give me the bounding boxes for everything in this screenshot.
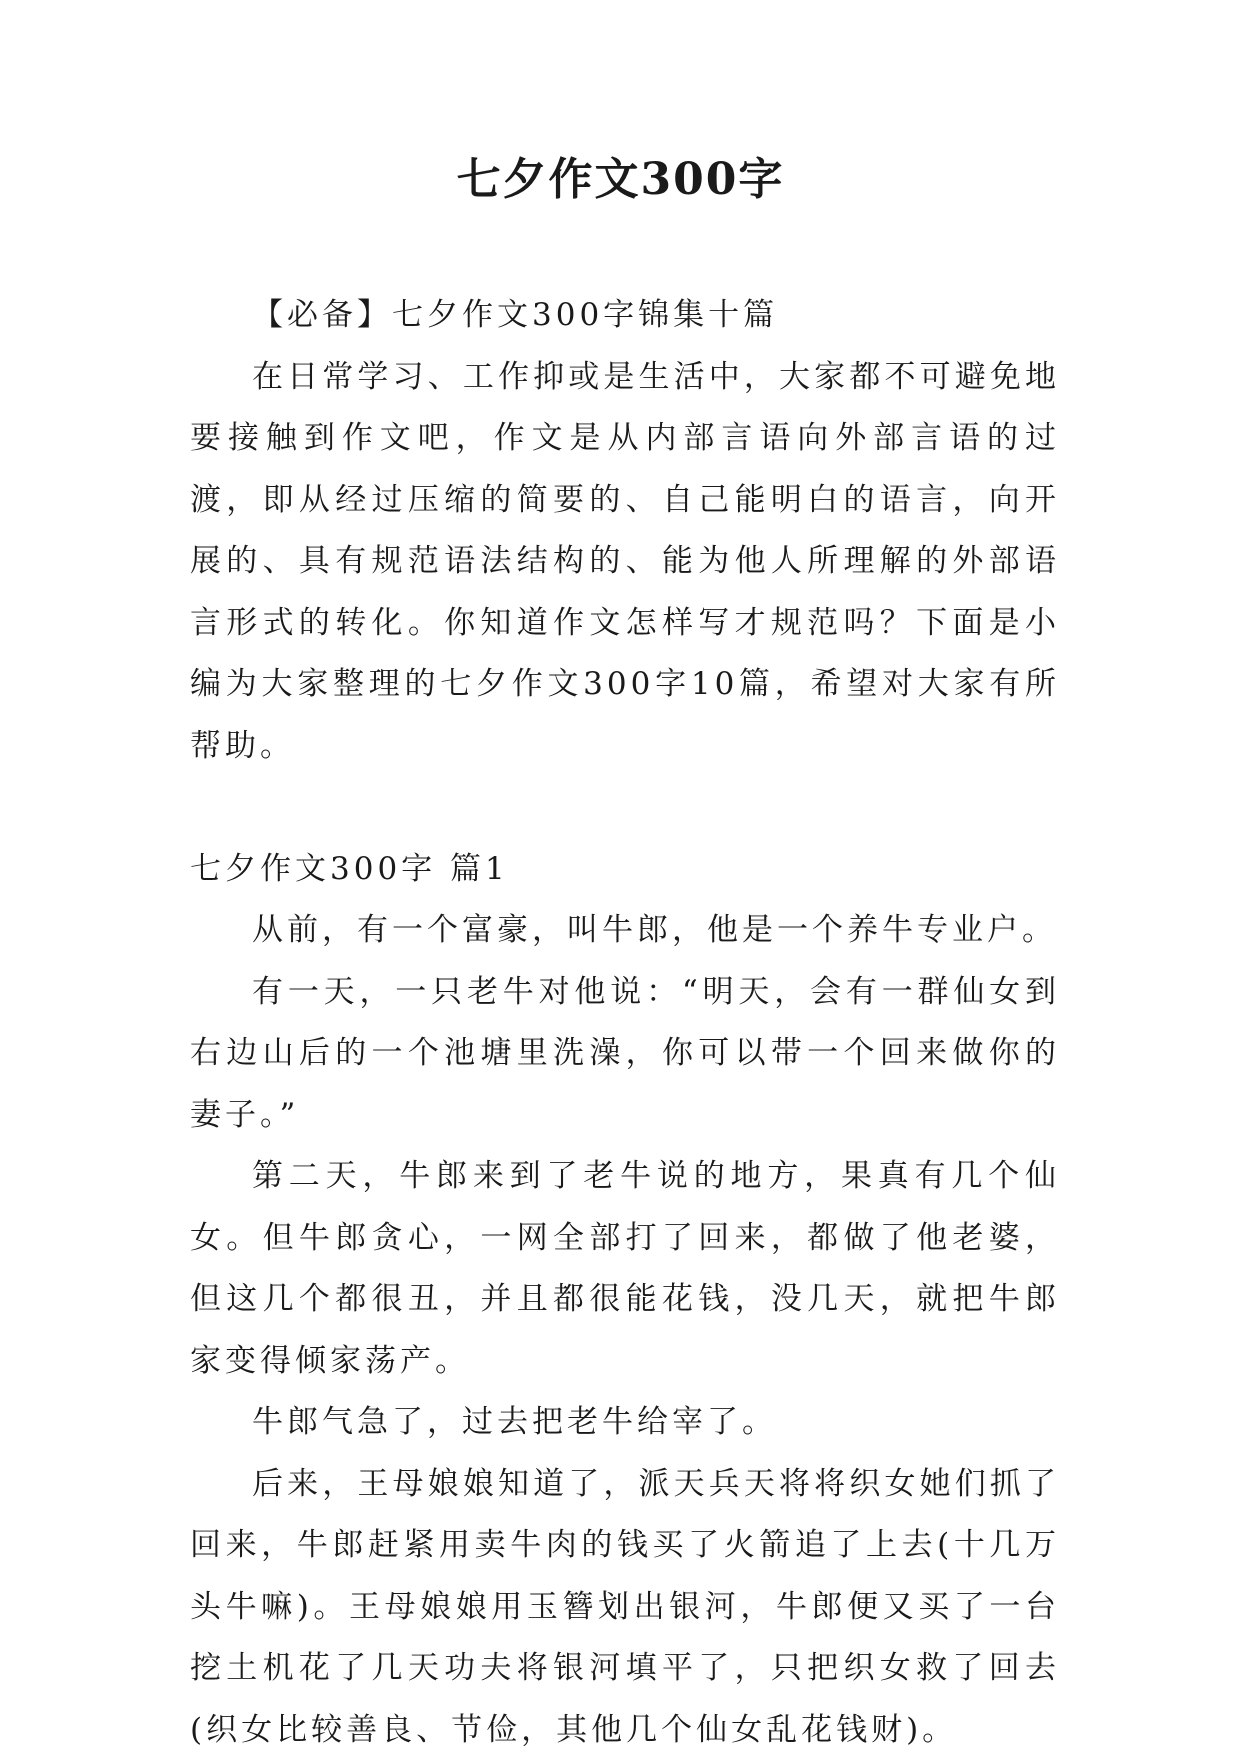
story-paragraph: 后来，王母娘娘知道了，派天兵天将将织女她们抓了回来，牛郎赶紧用卖牛肉的钱买了火箭追了上去(十几万头牛嘛)。王母娘娘用玉簪划出银河，牛郎便又买了一台挖土机花了几天功夫将银河填平了，只把织女救了回去(织女比较善良、节俭，其他几个仙女乱花钱财)。 [190, 1454, 1060, 1761]
intro-paragraph: 在日常学习、工作抑或是生活中，大家都不可避免地要接触到作文吧，作文是从内部言语向外部言语的过渡，即从经过压缩的简要的、自己能明白的语言，向开展的、具有规范语法结构的、能为他人所理解的外部语言形式的转化。你知道作文怎样写才规范吗？下面是小编为大家整理的七夕作文300字10篇，希望对大家有所帮助。 [190, 347, 1060, 778]
story-paragraph: 第二天，牛郎来到了老牛说的地方，果真有几个仙女。但牛郎贪心，一网全部打了回来，都做了他老婆，但这几个都很丑，并且都很能花钱，没几天，就把牛郎家变得倾家荡产。 [190, 1146, 1060, 1392]
document-title: 七夕作文300字 [0, 150, 1241, 210]
subtitle: 【必备】七夕作文300字锦集十篇 [190, 285, 1060, 347]
document-body [190, 285, 1060, 1761]
story-paragraph: 从前，有一个富豪，叫牛郎，他是一个养牛专业户。 [190, 900, 1060, 962]
story-paragraph: 牛郎气急了，过去把老牛给宰了。 [190, 1392, 1060, 1454]
section-heading: 七夕作文300字 篇1 [190, 839, 1060, 901]
story-paragraph: 有一天，一只老牛对他说：“明天，会有一群仙女到右边山后的一个池塘里洗澡，你可以带一个回来做你的妻子。” [190, 962, 1060, 1147]
section-spacer [190, 777, 1060, 839]
